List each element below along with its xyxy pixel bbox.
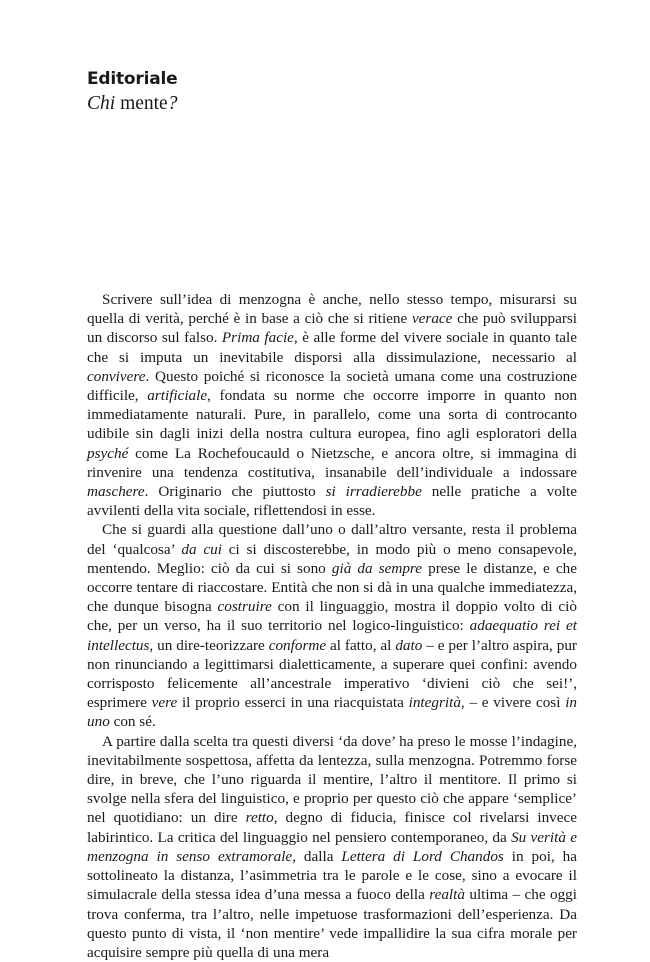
italic-run: già da sempre [331, 559, 423, 577]
text-run: , fondata su norme che occorre imporre in quanto non immediatamente naturali. Pure, in parallelo, come una sorta di controcanto udibile sin dagli inizi della nostra cultura europea, fino agli esploratori della [87, 387, 577, 443]
italic-run: si irradierebbe [325, 483, 422, 501]
italic-run: vere [151, 694, 178, 712]
paragraph [87, 520, 577, 731]
italic-run: convivere [87, 367, 146, 385]
text-run: , dalla [292, 847, 342, 865]
italic-run: psyché [87, 444, 129, 462]
italic-run: integrità [408, 694, 461, 712]
italic-run: artificiale [147, 387, 208, 405]
title-question: ? [167, 93, 178, 114]
text-run: – e per l’altro aspira, pur non rinunciando a legittimarsi dialetticamente, a superare quei confini: avendo corrisposto felicemente all’ancestrale imperativo ‘divieni ciò che sei!’, esprimere [87, 636, 577, 712]
italic-run: da cui [181, 540, 222, 558]
body-text [87, 290, 577, 962]
text-run: prese le distanze, e che occorre tentare di riaccostare. Entità che non si dà in una qualche immediatezza, che dunque bisogna [87, 559, 577, 616]
text-run: Che si guardi alla questione dall’uno o dall’altro versante, resta il problema del ‘qualcosa’ [87, 521, 577, 558]
text-run: il proprio esserci in una riacquistata [177, 694, 409, 712]
text-run: con sé. [109, 713, 156, 731]
text-run: Scrivere sull’idea di menzogna è anche, nello stesso tempo, misurarsi su quella di verità, perché è in base a ciò che si ritiene [87, 291, 577, 328]
header [87, 68, 177, 116]
title-rest: mente [115, 93, 168, 114]
text-run: A partire dalla scelta tra questi diversi ‘da dove’ ha preso le mosse l’indagine, inevitabilmente sospettosa, affetta da lentezza, sulla menzogna. Potremmo forse dire, in breve, che l’uno riguarda il mentire, l’altro il mentitore. Il primo si svolge nella sfera del linguistico, e proprio per questo ciò che appare ‘semplice’ nel quotidiano: un dire [87, 732, 577, 827]
italic-run: costruire [217, 598, 272, 616]
article-title [87, 91, 177, 116]
italic-run: conforme [268, 636, 327, 654]
text-run: ci si discosterebbe, in modo più o meno consapevole, mentendo. Meglio: ciò da cui si sono [87, 540, 577, 577]
text-run: come La Rochefoucauld o Nietzsche, e ancora oltre, si immagina di rinvenire una tendenza costitutiva, insanabile dell’individuale a indossare [87, 444, 577, 481]
text-run: al fatto, al [326, 636, 396, 654]
italic-run: realtà [429, 886, 465, 904]
italic-run: Lettera di Lord Chandos [341, 847, 504, 865]
title-italic: Chi [87, 93, 116, 114]
italic-run: Prima facie, [221, 329, 298, 347]
paragraph [87, 290, 577, 520]
italic-run: Su verità e menzogna in senso extramorale [87, 828, 577, 865]
italic-run: retto [245, 809, 274, 827]
text-run: , degno di fiducia, finisce col rivelarsi invece labirintico. La critica del linguaggio nel pensiero contemporaneo, da [87, 809, 577, 846]
text-run: . Originario che piuttosto [144, 483, 326, 501]
text-run: è alle forme del vivere sociale in quanto tale che si imputa un inevitabile disporsi alla dissimulazione, necessario al [87, 329, 577, 366]
text-run: ultima – che oggi trova conferma, tra l’altro, nelle impetuose trasformazioni dell’esperienza. Da questo punto di vista, il ‘non mentire’ vede impallidire la sua cifra morale per acquisire sempre più quella di una mera [87, 886, 577, 961]
text-run: che può svilupparsi un discorso sul falso. [87, 310, 578, 347]
italic-run: in uno [87, 694, 578, 731]
text-run: con il linguaggio, mostra il doppio volto di ciò che, per un verso, ha il suo territorio nel logico-linguistico: [87, 598, 577, 635]
text-run: , un dire-teorizzare [149, 636, 269, 654]
italic-run: maschere [87, 483, 145, 501]
paragraph [87, 732, 577, 962]
text-run: in poi, ha sottolineato la distanza, l’asimmetria tra le parole e le cose, sino a evocare il simulacrale della stessa idea d’una messa a fuoco della [87, 847, 578, 904]
text-run: nelle pratiche a volte avvilenti della vita sociale, riflettendosi in esse. [87, 483, 577, 520]
section-label: Editoriale [87, 69, 178, 89]
text-run: . Questo poiché si riconosce la società umana come una costruzione difficile, [87, 367, 577, 405]
italic-run: verace [411, 310, 453, 328]
italic-run: dato [395, 636, 423, 654]
italic-run: adaequatio rei et intellectus [87, 617, 577, 654]
text-run: , – e vivere così [460, 694, 566, 712]
